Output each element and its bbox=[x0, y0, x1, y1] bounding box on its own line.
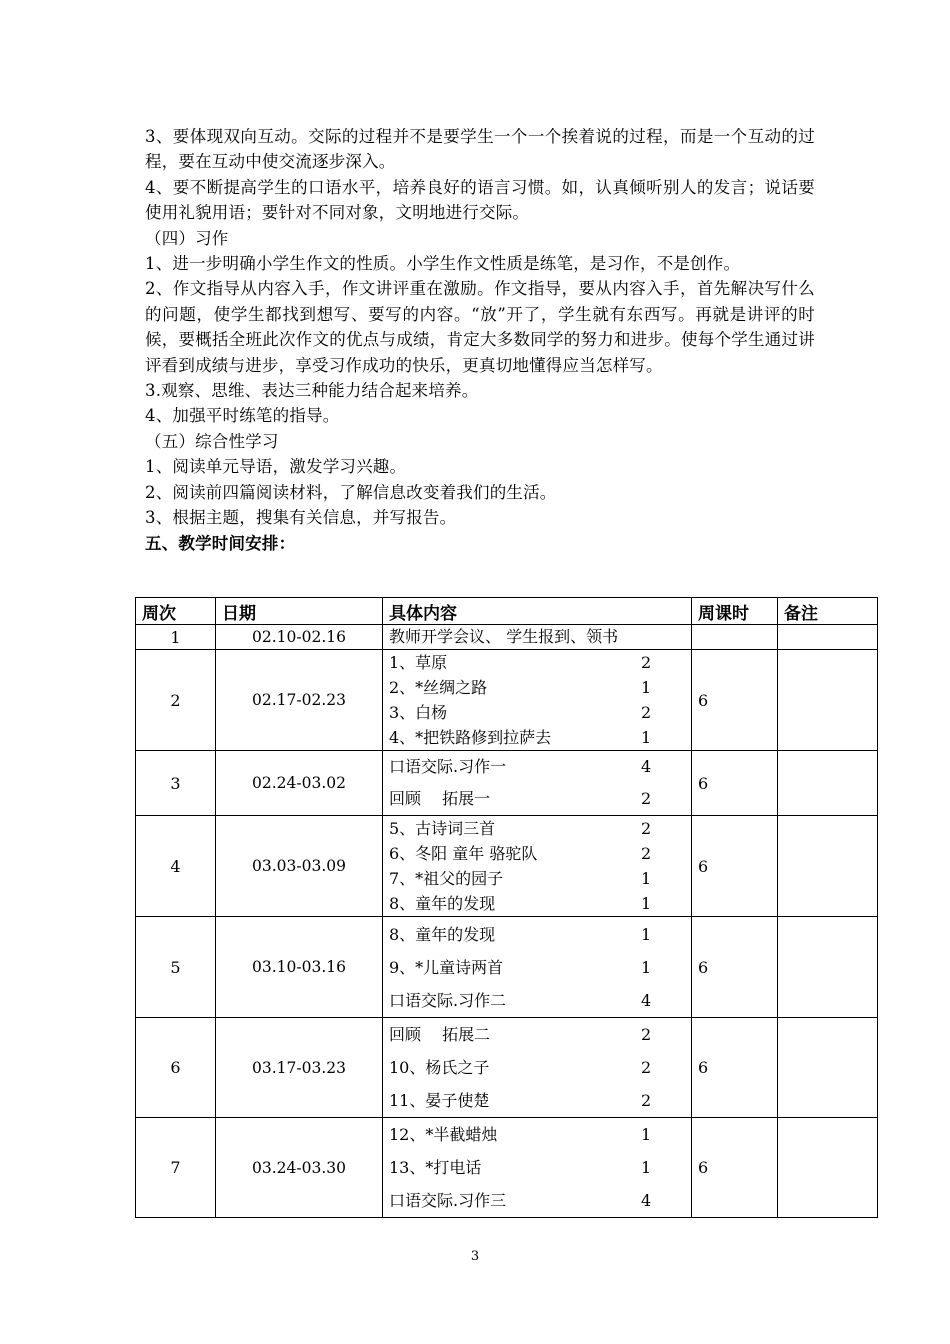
header-date: 日期 bbox=[216, 598, 383, 625]
content-period-count: 1 bbox=[641, 1158, 652, 1177]
content-period-count: 2 bbox=[641, 1025, 652, 1044]
content-text: 3、白杨 bbox=[389, 703, 448, 722]
cell-note bbox=[778, 650, 878, 751]
page-number: 3 bbox=[470, 1249, 480, 1264]
content-period-count: 1 bbox=[641, 957, 652, 977]
cell-content bbox=[383, 1118, 692, 1218]
header-note: 备注 bbox=[778, 598, 878, 625]
content-period-count: 1 bbox=[641, 894, 652, 913]
content-line bbox=[389, 866, 661, 891]
content-period-count: 1 bbox=[641, 678, 652, 697]
schedule-table bbox=[135, 597, 878, 1218]
cell-week: 1 bbox=[136, 625, 216, 650]
content-period-count: 2 bbox=[641, 653, 652, 672]
cell-note bbox=[778, 917, 878, 1018]
content-period-count: 2 bbox=[641, 844, 652, 863]
cell-note bbox=[778, 1118, 878, 1218]
paragraph: 4、加强平时练笔的指导。 bbox=[145, 406, 340, 426]
cell-content bbox=[383, 917, 692, 1018]
paragraph: 3、要体现双向互动。交际的过程并不是要学生一个一个挨着说的过程，而是一个互动的过程，要在互动中使交流逐步深入。 bbox=[145, 127, 815, 172]
content-text: 1、草原 bbox=[389, 653, 448, 672]
table-row bbox=[136, 917, 878, 1018]
content-line bbox=[389, 841, 661, 866]
content-text: 口语交际.习作一 bbox=[389, 757, 507, 776]
content-text: 7、*祖父的园子 bbox=[389, 869, 504, 888]
content-period-count: 1 bbox=[641, 869, 652, 888]
paragraph: 1、进一步明确小学生作文的性质。小学生作文性质是练笔，是习作，不是创作。 bbox=[145, 254, 741, 274]
content-text: 教师开学会议、 学生报到、领书 bbox=[389, 627, 619, 646]
cell-date: 03.10-03.16 bbox=[216, 917, 383, 1018]
content-period-count: 4 bbox=[641, 757, 652, 776]
cell-content bbox=[383, 816, 692, 917]
content-line bbox=[389, 1151, 661, 1184]
content-line bbox=[389, 984, 661, 1017]
content-text: 回顾 拓展二 bbox=[389, 1025, 491, 1044]
section-heading: 五、教学时间安排： bbox=[145, 533, 296, 553]
cell-hours: 6 bbox=[692, 816, 778, 917]
cell-date: 02.24-03.02 bbox=[216, 751, 383, 816]
content-text: 8、童年的发现 bbox=[389, 894, 496, 913]
content-text: 回顾 拓展一 bbox=[389, 789, 491, 808]
content-line bbox=[389, 1118, 661, 1151]
content-line bbox=[389, 1084, 661, 1117]
cell-week: 3 bbox=[136, 751, 216, 816]
cell-date: 03.24-03.30 bbox=[216, 1118, 383, 1218]
cell-hours: 6 bbox=[692, 917, 778, 1018]
cell-content bbox=[383, 751, 692, 816]
paragraph: 3、根据主题，搜集有关信息，并写报告。 bbox=[145, 508, 457, 528]
content-line bbox=[389, 625, 661, 649]
content-text: 6、冬阳 童年 骆驼队 bbox=[389, 844, 538, 863]
subsection-heading: （四）习作 bbox=[145, 228, 229, 248]
content-line bbox=[389, 1018, 661, 1051]
content-period-count bbox=[641, 625, 661, 649]
cell-date: 02.10-02.16 bbox=[216, 625, 383, 650]
cell-week: 7 bbox=[136, 1118, 216, 1218]
cell-note bbox=[778, 625, 878, 650]
content-text: 口语交际.习作二 bbox=[389, 990, 507, 1010]
cell-hours: 6 bbox=[692, 751, 778, 816]
cell-hours bbox=[692, 625, 778, 650]
content-line bbox=[389, 951, 661, 984]
content-text: 8、童年的发现 bbox=[389, 924, 496, 944]
cell-note bbox=[778, 751, 878, 816]
cell-note bbox=[778, 816, 878, 917]
content-text: 4、*把铁路修到拉萨去 bbox=[389, 728, 552, 747]
content-line bbox=[389, 1184, 661, 1217]
cell-hours: 6 bbox=[692, 1118, 778, 1218]
cell-date: 02.17-02.23 bbox=[216, 650, 383, 751]
cell-week: 5 bbox=[136, 917, 216, 1018]
content-text: 5、古诗词三首 bbox=[389, 819, 496, 838]
cell-date: 03.17-03.23 bbox=[216, 1018, 383, 1118]
content-text: 12、*半截蜡烛 bbox=[389, 1125, 498, 1144]
cell-week: 4 bbox=[136, 816, 216, 917]
paragraph: 2、阅读前四篇阅读材料，了解信息改变着我们的生活。 bbox=[145, 482, 557, 502]
paragraph: 1、阅读单元导语，激发学习兴趣。 bbox=[145, 457, 407, 477]
content-period-count: 1 bbox=[641, 924, 652, 944]
table-row bbox=[136, 625, 878, 650]
table-row bbox=[136, 1018, 878, 1118]
content-period-count: 2 bbox=[641, 1091, 652, 1110]
content-line bbox=[389, 783, 661, 815]
content-line bbox=[389, 1051, 661, 1084]
cell-hours: 6 bbox=[692, 1018, 778, 1118]
content-period-count: 4 bbox=[641, 990, 652, 1010]
cell-hours: 6 bbox=[692, 650, 778, 751]
cell-week: 2 bbox=[136, 650, 216, 751]
table-header-row bbox=[136, 598, 878, 625]
content-period-count: 1 bbox=[641, 728, 652, 747]
header-content: 具体内容 bbox=[383, 598, 692, 625]
content-period-count: 2 bbox=[641, 819, 652, 838]
content-text: 2、*丝绸之路 bbox=[389, 678, 488, 697]
content-text: 口语交际.习作三 bbox=[389, 1191, 507, 1210]
table-row bbox=[136, 1118, 878, 1218]
content-line bbox=[389, 725, 661, 750]
content-period-count: 2 bbox=[641, 789, 652, 808]
paragraph: 3.观察、思维、表达三种能力结合起来培养。 bbox=[145, 381, 479, 401]
content-line bbox=[389, 700, 661, 725]
content-period-count: 2 bbox=[641, 703, 652, 722]
paragraph: 4、要不断提高学生的口语水平，培养良好的语言习惯。如，认真倾听别人的发言；说话要使用礼貌用语；要针对不同对象，文明地进行交际。 bbox=[145, 177, 815, 223]
content-period-count: 1 bbox=[641, 1125, 652, 1144]
content-period-count: 4 bbox=[641, 1191, 652, 1210]
table-row bbox=[136, 650, 878, 751]
cell-date: 03.03-03.09 bbox=[216, 816, 383, 917]
cell-content bbox=[383, 1018, 692, 1118]
content-line bbox=[389, 816, 661, 841]
table-row bbox=[136, 751, 878, 816]
content-line bbox=[389, 650, 661, 675]
body-text bbox=[145, 124, 815, 556]
content-text: 11、晏子使楚 bbox=[389, 1091, 490, 1110]
paragraph: 2、作文指导从内容入手，作文讲评重在激励。作文指导，要从内容入手，首先解决写什么的问题，使学生都找到想写、要写的内容。“放”开了，学生就有东西写。再就是讲评的时候，要概括全班此次作文的优点与成绩，肯定大多数同学的努力和进步。使每个学生通过讲评看到成绩与进步，享受习作成功的快乐，更真切地懂得应当怎样写。 bbox=[145, 279, 815, 375]
cell-content bbox=[383, 625, 692, 650]
cell-note bbox=[778, 1018, 878, 1118]
content-line bbox=[389, 891, 661, 916]
header-week: 周次 bbox=[136, 598, 216, 625]
cell-content bbox=[383, 650, 692, 751]
content-period-count: 2 bbox=[641, 1058, 652, 1077]
subsection-heading: （五）综合性学习 bbox=[145, 431, 279, 451]
table-row bbox=[136, 816, 878, 917]
cell-week: 6 bbox=[136, 1018, 216, 1118]
content-text: 13、*打电话 bbox=[389, 1158, 482, 1177]
header-hours: 周课时 bbox=[692, 598, 778, 625]
content-text: 10、杨氏之子 bbox=[389, 1058, 490, 1077]
content-line bbox=[389, 675, 661, 700]
content-line bbox=[389, 918, 661, 951]
content-text: 9、*儿童诗两首 bbox=[389, 957, 504, 977]
content-line bbox=[389, 751, 661, 783]
